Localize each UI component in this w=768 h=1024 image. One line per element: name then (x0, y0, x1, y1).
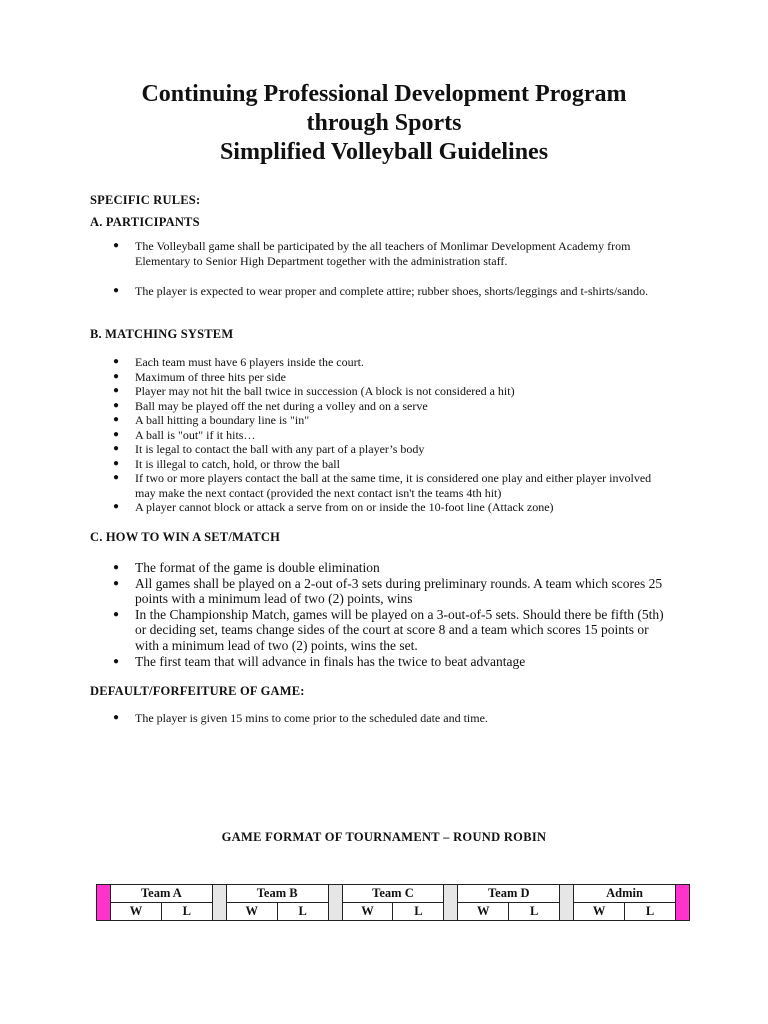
list-item-text: The player is given 15 mins to come prior to the scheduled date and time. (135, 711, 488, 725)
admin-header: Admin (574, 885, 676, 903)
list-item-text: The Volleyball game shall be participated by the all teachers of Monlimar Development Academy from Elementary to Senior High Department together with the administration staff. (135, 239, 631, 268)
win-cell: W (226, 903, 277, 921)
team-b-header: Team B (226, 885, 328, 903)
team-c-header: Team C (342, 885, 444, 903)
win-cell: W (342, 903, 393, 921)
bullet-icon: ● (113, 240, 120, 251)
section-c-list (0, 560, 670, 669)
bullet-icon: ● (113, 356, 120, 367)
section-c-heading: C. HOW TO WIN A SET/MATCH (90, 530, 281, 544)
section-b-heading: B. MATCHING SYSTEM (90, 327, 234, 341)
table-wl-row (97, 903, 690, 921)
list-item (0, 442, 670, 457)
list-item (0, 284, 670, 299)
list-item-text: Player may not hit the ball twice in succession (A block is not considered a hit) (135, 384, 515, 398)
list-item (0, 607, 670, 654)
list-item (0, 560, 670, 576)
right-pink-cell (676, 885, 690, 921)
win-cell: W (111, 903, 162, 921)
list-item (0, 457, 670, 472)
list-item-text: A player cannot block or attack a serve from on or inside the 10-foot line (Attack zone) (135, 500, 554, 514)
document-title (0, 80, 768, 167)
section-d-heading: DEFAULT/FORFEITURE OF GAME: (90, 684, 305, 698)
section-a-heading: A. PARTICIPANTS (90, 215, 200, 229)
list-item (0, 384, 670, 399)
left-pink-cell (97, 885, 111, 921)
gap-cell (212, 885, 226, 921)
loss-cell: L (277, 903, 328, 921)
bullet-icon: ● (113, 414, 120, 425)
loss-cell: L (625, 903, 676, 921)
list-item-text: All games shall be played on a 2-out of-3 sets during preliminary rounds. A team which scores 25 points with a minimum lead of two (2) points, wins (135, 575, 663, 607)
bullet-icon: ● (113, 577, 120, 589)
bullet-icon: ● (113, 562, 120, 573)
specific-rules-label: SPECIFIC RULES: (90, 193, 201, 207)
list-item (0, 413, 670, 428)
list-item-text: It is legal to contact the ball with any part of a player’s body (135, 442, 425, 456)
gap-cell (560, 885, 574, 921)
list-item (0, 654, 670, 670)
list-item-text: A ball hitting a boundary line is "in" (135, 413, 310, 427)
list-item (0, 399, 670, 414)
title-line-3: Simplified Volleyball Guidelines (219, 139, 549, 165)
round-robin-table (96, 884, 690, 921)
bullet-icon: ● (113, 385, 120, 396)
team-d-header: Team D (458, 885, 560, 903)
loss-cell: L (509, 903, 560, 921)
bullet-icon: ● (113, 712, 120, 723)
bullet-icon: ● (113, 472, 120, 483)
list-item (0, 428, 670, 443)
list-item (0, 500, 670, 515)
gap-cell (444, 885, 458, 921)
gap-cell (328, 885, 342, 921)
list-item (0, 471, 670, 500)
win-cell: W (458, 903, 509, 921)
bullet-icon: ● (113, 399, 120, 411)
section-b-list (0, 355, 670, 515)
section-d-list (0, 711, 670, 726)
bullet-icon: ● (113, 285, 120, 296)
team-a-header: Team A (111, 885, 213, 903)
list-item-text: If two or more players contact the ball at the same time, it is considered one play and either player involved may make the next contact (provided the next contact isn't the teams 4th hit) (135, 471, 652, 500)
list-item (0, 355, 670, 370)
list-item-text: The format of the game is double elimination (135, 560, 380, 575)
bullet-icon: ● (113, 608, 120, 620)
bullet-icon: ● (113, 501, 120, 512)
bullet-icon: ● (113, 428, 120, 440)
win-cell: W (574, 903, 625, 921)
loss-cell: L (393, 903, 444, 921)
section-a-list (0, 239, 670, 299)
bullet-icon: ● (113, 443, 120, 454)
table-header-row (97, 885, 690, 903)
list-item (0, 239, 670, 268)
list-item-text: The first team that will advance in finals has the twice to beat advantage (135, 653, 526, 669)
bullet-icon: ● (113, 655, 120, 667)
list-item-text: Maximum of three hits per side (135, 369, 286, 384)
bullet-icon: ● (113, 457, 120, 469)
list-item-text: Each team must have 6 players inside the court. (135, 355, 364, 369)
list-item-text: The player is expected to wear proper and complete attire; rubber shoes, shorts/leggings and t-shirts/sando. (135, 284, 649, 298)
list-item-text: A ball is "out" if it hits… (135, 427, 256, 442)
list-item (0, 370, 670, 385)
list-item (0, 576, 670, 607)
bullet-icon: ● (113, 370, 120, 382)
list-item-text: It is illegal to catch, hold, or throw the ball (135, 456, 340, 471)
loss-cell: L (161, 903, 212, 921)
title-line-1: Continuing Professional Development Program (141, 81, 627, 107)
title-line-2: through Sports (306, 110, 462, 136)
list-item-text: Ball may be played off the net during a volley and on a serve (135, 398, 428, 413)
list-item-text: In the Championship Match, games will be played on a 3-out-of-5 sets. Should there be fifth (5th) or deciding set, teams change sides of the court at score 8 and a team which scores 15 points or with a minimum lead of two (2) points, wins the set. (135, 606, 664, 653)
list-item (0, 711, 670, 726)
tournament-title: GAME FORMAT OF TOURNAMENT – ROUND ROBIN (221, 830, 547, 844)
